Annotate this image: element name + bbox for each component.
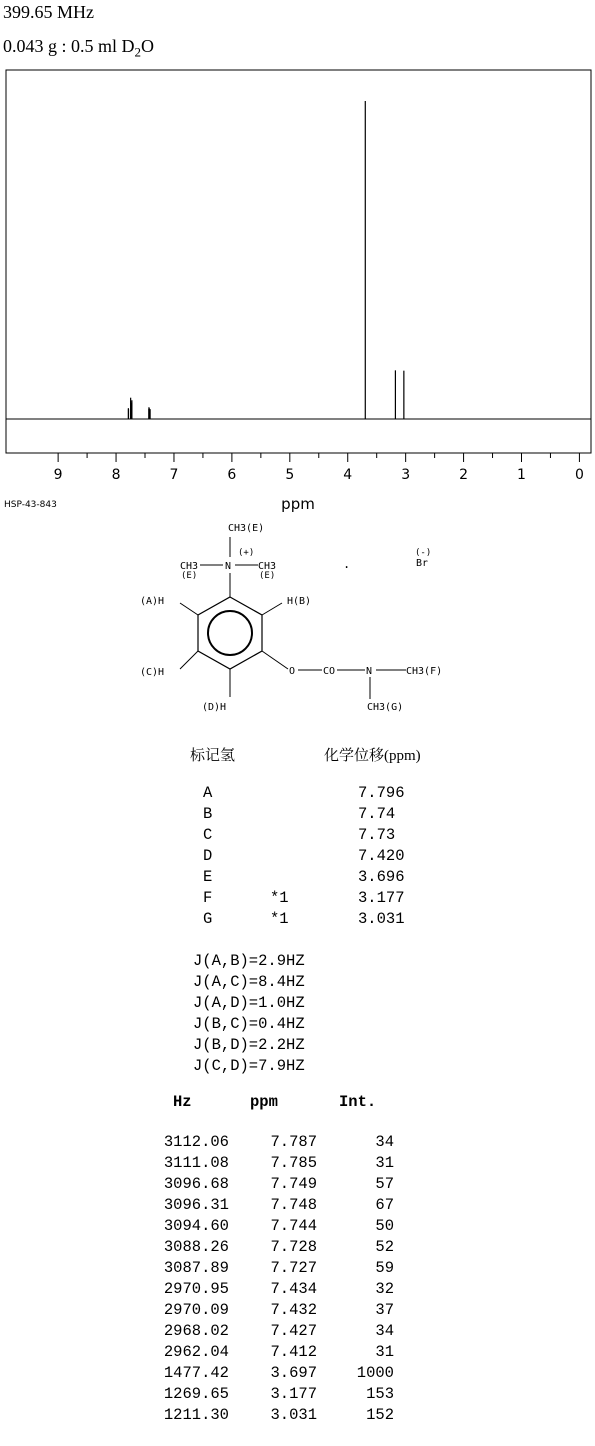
bond-ring-hb <box>262 603 282 615</box>
peak-ppm: 3.177 <box>270 1385 317 1403</box>
shift-shift: 7.73 <box>358 826 396 844</box>
ha-label: (A)H <box>140 596 165 607</box>
peak-ppm: 7.748 <box>270 1196 317 1214</box>
peak-hz: 3088.26 <box>163 1238 229 1256</box>
shift-label: B <box>203 805 213 823</box>
sample-description <box>3 36 154 61</box>
x-tick-label: 8 <box>111 467 121 483</box>
x-tick-label: 5 <box>285 467 295 483</box>
sample-suffix: O <box>141 36 155 56</box>
peak-int: 67 <box>375 1196 394 1214</box>
peak-hz: 1211.30 <box>163 1406 229 1424</box>
br-charge: (-) <box>415 548 432 558</box>
peak-int: 37 <box>375 1301 394 1319</box>
peak-ppm: 7.432 <box>270 1301 317 1319</box>
x-ticks <box>54 453 584 483</box>
x-tick-label: 1 <box>517 467 526 483</box>
peak-hz: 1477.42 <box>163 1364 229 1382</box>
shift-label: A <box>203 784 213 802</box>
ch3g-label: CH3(G) <box>367 702 404 713</box>
peak-hz: 3112.06 <box>163 1133 229 1151</box>
br-label: Br <box>416 558 429 569</box>
x-tick-label: 6 <box>227 467 237 483</box>
peak-header-int: Int. <box>339 1093 377 1111</box>
shift-note: *1 <box>270 889 289 907</box>
co-label: CO <box>323 666 336 677</box>
coupling-constant: J(A,B)=2.9HZ <box>193 952 305 970</box>
n-plus-label: N <box>225 561 232 572</box>
peak-int: 31 <box>375 1154 394 1172</box>
bond-ring-ha <box>180 603 198 615</box>
e-left-label: (E) <box>181 571 198 581</box>
spectrometer-frequency: 399.65 MHz <box>3 2 94 22</box>
shift-shift: 7.796 <box>358 784 405 802</box>
peak-ppm: 3.031 <box>270 1406 317 1424</box>
shift-shift: 3.177 <box>358 889 405 907</box>
aromatic-circle <box>208 611 252 655</box>
ch3-top-label: CH3(E) <box>228 523 265 534</box>
peak-ppm: 7.434 <box>270 1280 317 1298</box>
chemical-structure <box>130 515 470 720</box>
sample-subscript: 2 <box>134 44 142 60</box>
coupling-constant: J(A,D)=1.0HZ <box>193 994 305 1012</box>
shift-label: C <box>203 826 213 844</box>
shift-shift: 3.031 <box>358 910 405 928</box>
peak-int: 31 <box>375 1343 394 1361</box>
peak-int: 34 <box>375 1133 394 1151</box>
plot-frame <box>6 70 591 453</box>
peak-int: 32 <box>375 1280 394 1298</box>
plus-charge: (+) <box>238 548 255 558</box>
peak-hz: 3087.89 <box>163 1259 229 1277</box>
ion-separator-dot: . <box>343 557 351 571</box>
ch3f-label: CH3(F) <box>406 666 443 677</box>
shift-label: D <box>203 847 213 865</box>
peak-hz: 2970.95 <box>163 1280 229 1298</box>
peak-ppm: 7.785 <box>270 1154 317 1172</box>
sample-prefix: 0.043 g : 0.5 ml D <box>3 36 135 56</box>
hc-label: (C)H <box>140 667 165 678</box>
o-label: O <box>289 666 296 677</box>
x-tick-label: 7 <box>169 467 179 483</box>
shift-shift: 7.420 <box>358 847 405 865</box>
hb-label: H(B) <box>287 596 312 607</box>
peak-ppm: 7.727 <box>270 1259 317 1277</box>
peak-header-ppm: ppm <box>250 1093 278 1111</box>
peak-hz: 3094.60 <box>163 1217 229 1235</box>
shift-note: *1 <box>270 910 289 928</box>
peak-int: 153 <box>366 1385 394 1403</box>
peak-int: 52 <box>375 1238 394 1256</box>
peak-ppm: 3.697 <box>270 1364 317 1382</box>
peak-int: 34 <box>375 1322 394 1340</box>
peak-ppm: 7.749 <box>270 1175 317 1193</box>
peak-hz: 2970.09 <box>163 1301 229 1319</box>
x-tick-label: 9 <box>53 467 63 483</box>
nmr-spectrum-chart <box>0 68 595 518</box>
peak-ppm: 7.427 <box>270 1322 317 1340</box>
peak-hz: 3111.08 <box>163 1154 229 1172</box>
x-tick-label: 3 <box>401 467 411 483</box>
coupling-constant: J(B,C)=0.4HZ <box>193 1015 305 1033</box>
peak-ppm: 7.787 <box>270 1133 317 1151</box>
peak-int: 152 <box>366 1406 394 1424</box>
hd-label: (D)H <box>202 702 227 713</box>
peak-ppm: 7.412 <box>270 1343 317 1361</box>
bond-ring-hc <box>180 651 198 669</box>
peak-hz: 3096.31 <box>163 1196 229 1214</box>
coupling-constant: J(C,D)=7.9HZ <box>193 1057 305 1075</box>
peak-hz: 2962.04 <box>163 1343 229 1361</box>
coupling-constant: J(A,C)=8.4HZ <box>193 973 305 991</box>
peak-ppm: 7.728 <box>270 1238 317 1256</box>
coupling-constant: J(B,D)=2.2HZ <box>193 1036 305 1054</box>
peak-int: 59 <box>375 1259 394 1277</box>
x-tick-label: 2 <box>459 467 469 483</box>
peak-int: 57 <box>375 1175 394 1193</box>
shift-label: F <box>203 889 213 907</box>
col-label-header: 标记氢 <box>190 748 236 764</box>
shift-shift: 7.74 <box>358 805 396 823</box>
ch3-left-label: CH3 <box>180 561 199 572</box>
x-tick-label: 4 <box>343 467 353 483</box>
peak-int: 50 <box>375 1217 394 1235</box>
peak-hz: 1269.65 <box>163 1385 229 1403</box>
shift-shift: 3.696 <box>358 868 405 886</box>
col-shift-header: 化学位移(ppm) <box>324 748 421 764</box>
x-tick-label: 0 <box>574 467 584 483</box>
peak-int: 1000 <box>356 1364 394 1382</box>
e-right-label: (E) <box>259 571 276 581</box>
ch3-right-label: CH3 <box>258 561 277 572</box>
shift-label: E <box>203 868 213 886</box>
n2-label: N <box>366 666 373 677</box>
x-axis-label: ppm <box>281 495 315 513</box>
peak-hz: 2968.02 <box>163 1322 229 1340</box>
shift-label: G <box>203 910 213 928</box>
bond-ring-o <box>262 651 288 669</box>
spectrum-code: HSP-43-843 <box>4 500 57 510</box>
spectrum-traces <box>6 101 591 419</box>
peak-hz: 3096.68 <box>163 1175 229 1193</box>
peak-header-hz: Hz <box>173 1093 192 1111</box>
peak-ppm: 7.744 <box>270 1217 317 1235</box>
